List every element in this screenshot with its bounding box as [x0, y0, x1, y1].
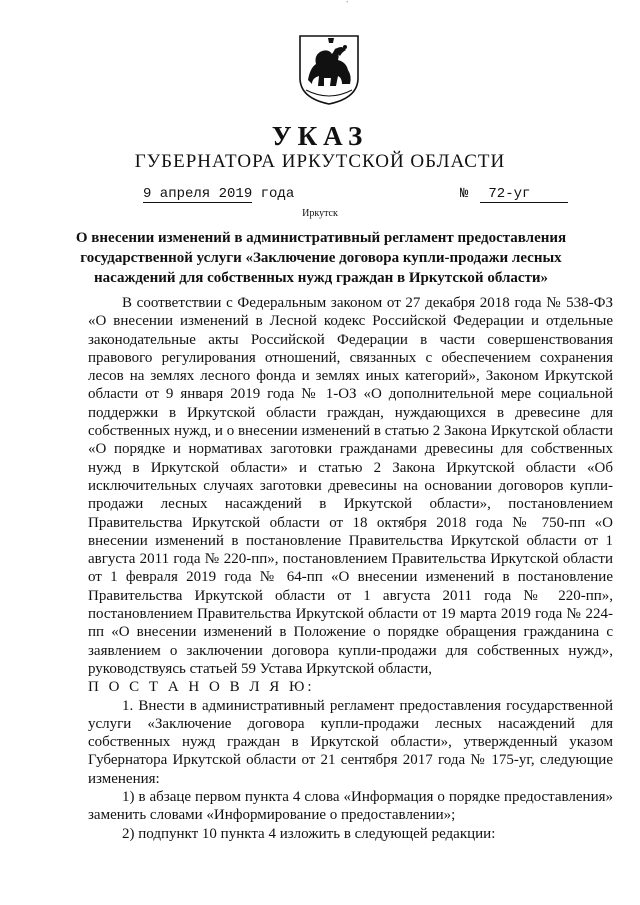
corner-mark: `: [346, 0, 349, 9]
item-1-2-paragraph: 2) подпункт 10 пункта 4 изложить в следующей редакции:: [122, 825, 496, 842]
document-body: [88, 294, 613, 843]
number-value: 72-уг: [488, 186, 531, 202]
date-suffix: года: [260, 186, 295, 202]
document-date: [143, 186, 294, 202]
item-1-1-paragraph: 1) в абзаце первом пункта 4 слова «Информация о порядке предоставления» заменить словами «Информирование о предоставлении»;: [88, 789, 613, 824]
document-city: Иркутск: [302, 208, 338, 219]
decree-word: П О С Т А Н О В Л Я Ю:: [88, 679, 315, 696]
document-heading: О внесении изменений в административный регламент предоставления государственной услуги «Заключение договора купли-продажи лесных насаждений для собственных нужд граждан в Иркутской области»: [75, 230, 567, 286]
document-title: УКАЗ: [271, 121, 369, 151]
preamble-paragraph: В соответствии с Федеральным законом от 27 декабря 2018 года № 538-ФЗ «О внесении изменений в Лесной кодекс Российской Федерации и отдельные законодательные акты Российской Федерации в части совершенствования правового регулирования отношений, связанных с обеспечением сохранения лесов на землях лесного фонда и землях иных категорий», Законом Иркутской области от 9 января 2019 года № 1-ОЗ «О дополнительной мере социальной поддержки в Иркутской области граждан, нуждающихся в древесине для собственных нужд, и о внесении изменений в статью 2 Закона Иркутской области «О порядке и нормативах заготовки гражданами древесины для собственных нужд в Иркутской области» и статью 2 Закона Иркутской области «Об исключительных случаях заготовки древесины на основании договоров купли-продажи лесных насаждений в Иркутской области», постановлением Правительства Иркутской области от 18 октября 2018 года № 750-пп «О внесении изменений в постановление Правительства Иркутской области от 1 августа 2011 года № 220-пп», постановлением Правительства Иркутской области от 1 февраля 2019 года № 64-пп «О внесении изменений в постановление Правительства Иркутской области от 1 августа 2011 года № 220-пп», постановлением Правительства Иркутской области от 19 марта 2019 года № 224-пп «О внесении изменений в Положение о порядке обращения гражданина с заявлением о заключении договора купли-продажи для собственных нужд», руководствуясь статьей 59 Устава Иркутской области,: [88, 295, 613, 677]
date-value: 9 апреля 2019: [143, 186, 253, 202]
document-number: [480, 186, 568, 203]
document-subtitle: ГУБЕРНАТОРА ИРКУТСКОЙ ОБЛАСТИ: [134, 151, 506, 172]
item-1-paragraph: 1. Внести в административный регламент предоставления государственной услуги «Заключение договора купли-продажи лесных насаждений для собственных нужд граждан в Иркутской области», утвержденный указом Губернатора Иркутской области от 21 сентября 2017 года № 175-уг, следующие изменения:: [88, 697, 613, 787]
coat-of-arms-emblem: [298, 34, 360, 106]
number-label: №: [460, 186, 469, 202]
